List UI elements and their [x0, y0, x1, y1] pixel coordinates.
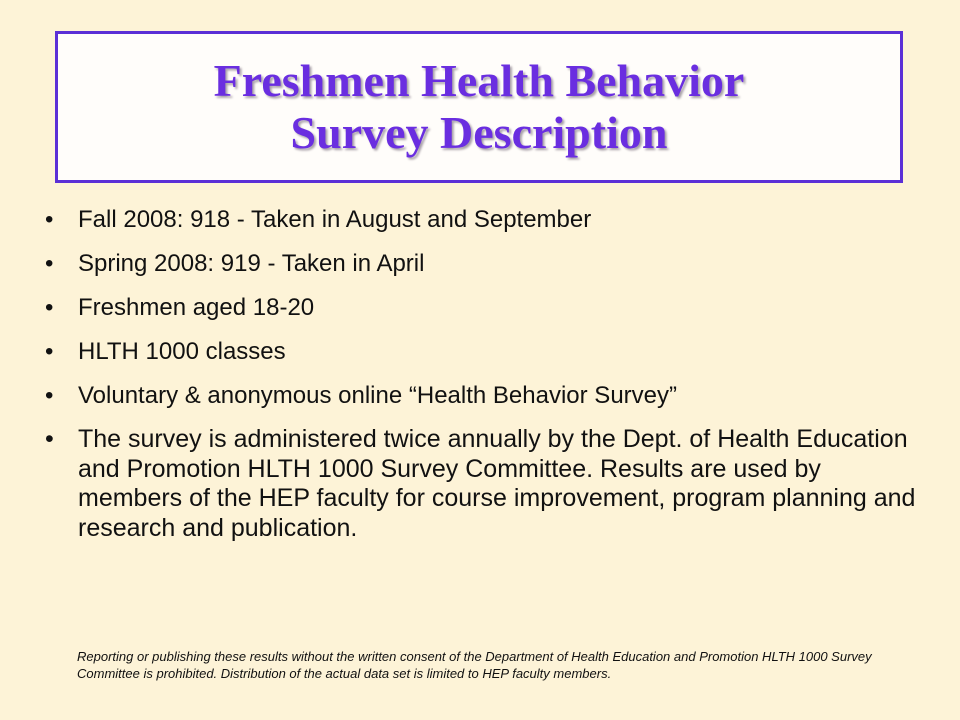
bullet-item: [40, 381, 920, 410]
bullet-dot-icon: •: [45, 206, 54, 233]
bullet-list: [40, 205, 920, 558]
bullet-text: Spring 2008: 919 - Taken in April: [78, 250, 425, 277]
bullet-text: The survey is administered twice annually by the Dept. of Health Education and Promotion HLTH 1000 Survey Committee. Results are used by members of the HEP faculty for course improvement, program planning and research and publication.: [78, 425, 916, 542]
bullet-item: [40, 249, 920, 278]
bullet-dot-icon: •: [45, 338, 54, 365]
slide-title-line-2: Survey Description: [290, 107, 668, 158]
bullet-dot-icon: •: [45, 294, 54, 321]
bullet-item: [40, 425, 920, 543]
bullet-text: Freshmen aged 18-20: [78, 294, 315, 321]
bullet-text: Fall 2008: 918 - Taken in August and September: [78, 206, 592, 233]
bullet-dot-icon: •: [45, 425, 54, 453]
bullet-text: HLTH 1000 classes: [78, 338, 286, 365]
bullet-item: [40, 337, 920, 366]
bullet-dot-icon: •: [45, 250, 54, 277]
bullet-item: [40, 293, 920, 322]
title-box: [55, 31, 903, 183]
bullet-text: Voluntary & anonymous online “Health Behavior Survey”: [78, 382, 677, 409]
bullet-dot-icon: •: [45, 382, 54, 409]
slide-title-line-1: Freshmen Health Behavior: [213, 55, 745, 106]
bullet-item: [40, 205, 920, 234]
disclaimer-note: Reporting or publishing these results without the written consent of the Department of Health Education and Promotion HLTH 1000 Survey Committee is prohibited. Distribution of the actual data set is limited to HEP faculty members.: [77, 649, 872, 681]
